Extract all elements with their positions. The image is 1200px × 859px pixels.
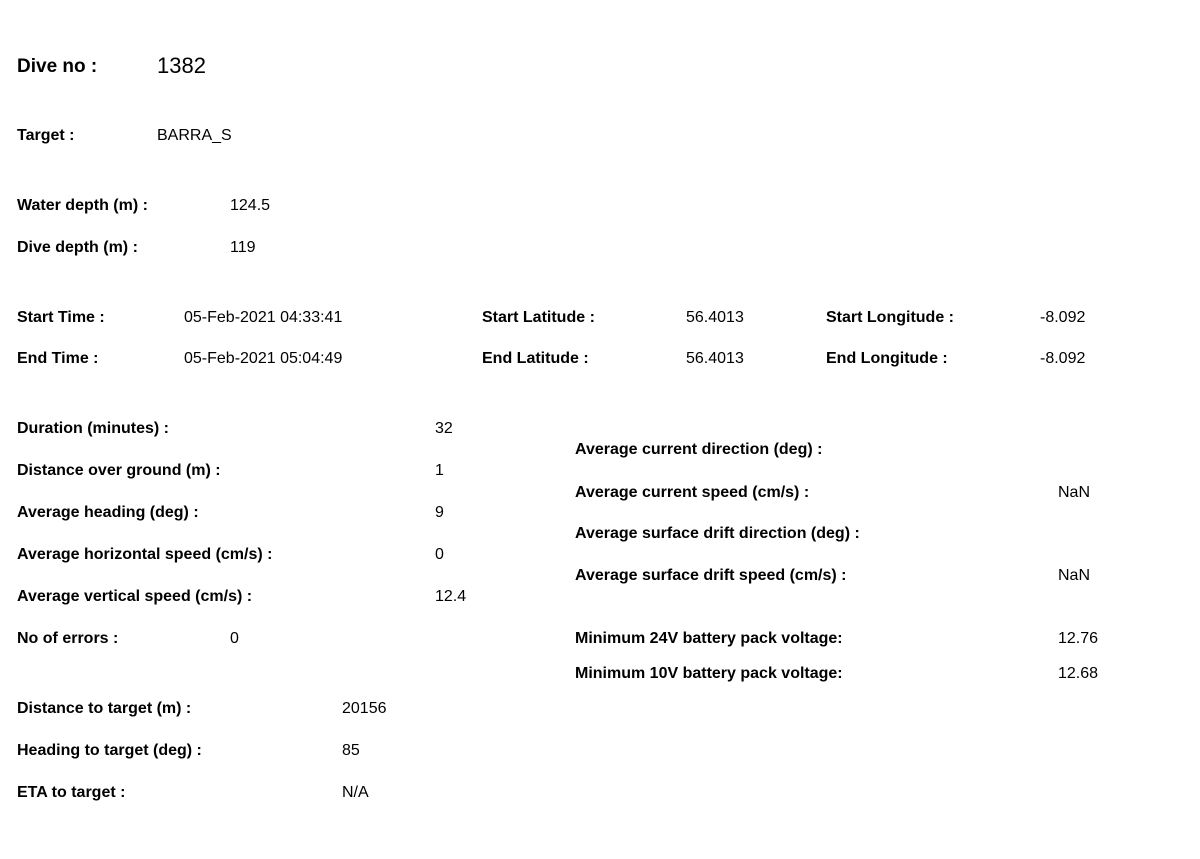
- average-heading-label: Average heading (deg) :: [17, 504, 199, 521]
- errors-value: 0: [230, 630, 239, 647]
- end-latitude-label: End Latitude :: [482, 350, 589, 367]
- dive-no-label: Dive no :: [17, 56, 98, 77]
- average-heading-value: 9: [435, 504, 444, 521]
- battery-24v-value: 12.76: [1058, 630, 1099, 647]
- target-label: Target :: [17, 127, 75, 144]
- dive-no-value: 1382: [157, 53, 206, 78]
- start-longitude-value: -8.092: [1040, 309, 1086, 326]
- eta-to-target-value: N/A: [342, 784, 369, 801]
- horizontal-speed-label: Average horizontal speed (cm/s) :: [17, 546, 273, 563]
- duration-value: 32: [435, 420, 453, 437]
- distance-over-ground-value: 1: [435, 462, 444, 479]
- water-depth-value: 124.5: [230, 197, 271, 214]
- end-longitude-label: End Longitude :: [826, 350, 948, 367]
- current-direction-label: Average current direction (deg) :: [575, 441, 823, 458]
- eta-to-target-label: ETA to target :: [17, 784, 126, 801]
- start-longitude-label: Start Longitude :: [826, 309, 954, 326]
- end-latitude-value: 56.4013: [686, 350, 744, 367]
- start-time-label: Start Time :: [17, 309, 105, 326]
- horizontal-speed-value: 0: [435, 546, 444, 563]
- dive-depth-label: Dive depth (m) :: [17, 239, 138, 256]
- errors-label: No of errors :: [17, 630, 119, 647]
- battery-10v-label: Minimum 10V battery pack voltage:: [575, 665, 843, 682]
- heading-to-target-value: 85: [342, 742, 360, 759]
- drift-direction-label: Average surface drift direction (deg) :: [575, 525, 860, 542]
- drift-speed-value: NaN: [1058, 567, 1091, 584]
- heading-to-target-label: Heading to target (deg) :: [17, 742, 202, 759]
- vertical-speed-value: 12.4: [435, 588, 467, 605]
- drift-speed-label: Average surface drift speed (cm/s) :: [575, 567, 847, 584]
- water-depth-label: Water depth (m) :: [17, 197, 148, 214]
- end-time-value: 05-Feb-2021 05:04:49: [184, 350, 343, 367]
- start-time-value: 05-Feb-2021 04:33:41: [184, 309, 343, 326]
- battery-24v-label: Minimum 24V battery pack voltage:: [575, 630, 843, 647]
- target-value: BARRA_S: [157, 127, 232, 144]
- end-time-label: End Time :: [17, 350, 99, 367]
- distance-to-target-value: 20156: [342, 700, 387, 717]
- current-speed-value: NaN: [1058, 484, 1091, 501]
- dive-depth-value: 119: [230, 239, 256, 256]
- distance-over-ground-label: Distance over ground (m) :: [17, 462, 221, 479]
- start-latitude-label: Start Latitude :: [482, 309, 595, 326]
- duration-label: Duration (minutes) :: [17, 420, 169, 437]
- start-latitude-value: 56.4013: [686, 309, 744, 326]
- current-speed-label: Average current speed (cm/s) :: [575, 484, 810, 501]
- battery-10v-value: 12.68: [1058, 665, 1099, 682]
- end-longitude-value: -8.092: [1040, 350, 1086, 367]
- distance-to-target-label: Distance to target (m) :: [17, 700, 192, 717]
- vertical-speed-label: Average vertical speed (cm/s) :: [17, 588, 253, 605]
